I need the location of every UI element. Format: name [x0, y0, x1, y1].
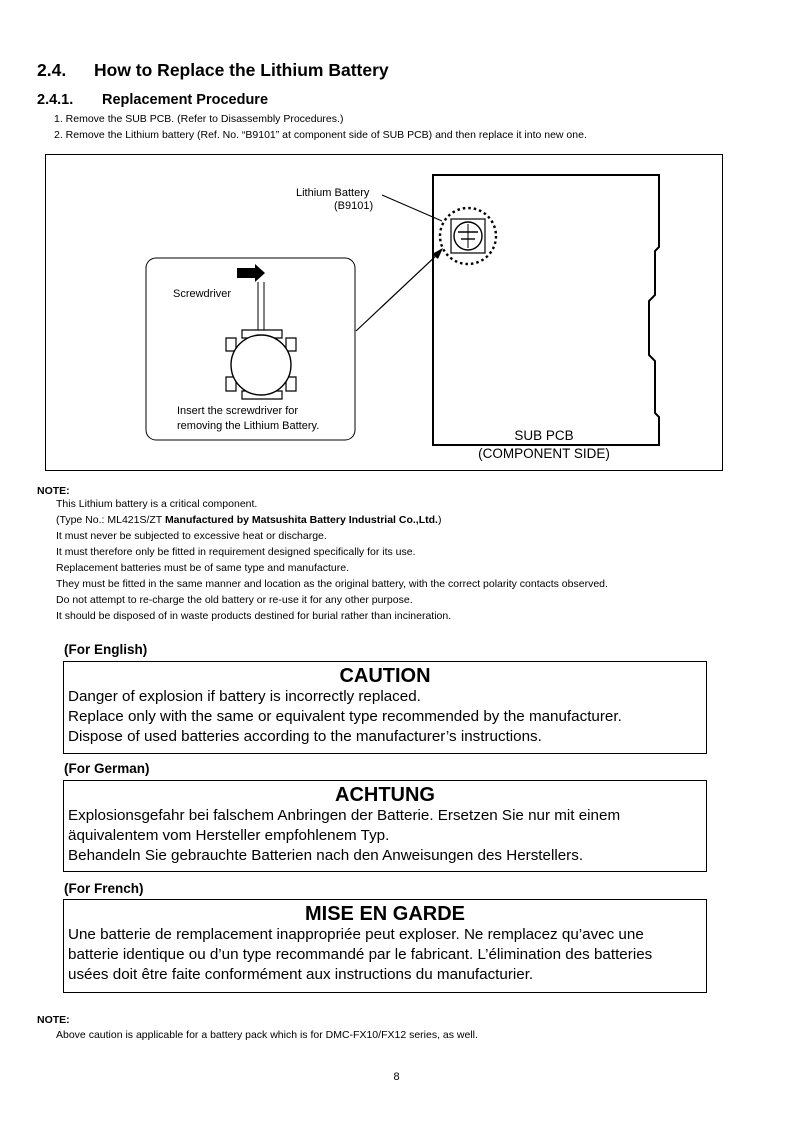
note2-line-1: Above caution is applicable for a battery pack which is for DMC-FX10/FX12 series, as well. [56, 1029, 478, 1041]
step-2: 2. Remove the Lithium battery (Ref. No. “B9101” at component side of SUB PCB) and then replace it into new one. [54, 129, 587, 141]
english-caution-line-1: Danger of explosion if battery is incorrectly replaced. [68, 688, 421, 705]
subsection-number: 2.4.1. [37, 92, 74, 108]
french-caution-title: MISE EN GARDE [304, 903, 466, 925]
english-caution-box [63, 661, 707, 754]
note-line-4: It must therefore only be fitted in requirement designed specifically for its use. [56, 546, 416, 558]
english-caution-line-3: Dispose of used batteries according to the manufacturer’s instructions. [68, 727, 542, 745]
german-caution-line-2: äquivalentem vom Hersteller empfohlenem Typ. [68, 826, 390, 844]
screwdriver-label: Screwdriver [173, 288, 232, 300]
english-caution-line-2: Replace only with the same or equivalent type recommended by the manufacturer. [68, 707, 622, 725]
battery-ref: (B9101) [334, 200, 374, 212]
note-line-3: It must never be subjected to excessive heat or discharge. [56, 530, 327, 542]
section-heading [37, 60, 389, 81]
inset-leader-line [356, 253, 439, 331]
subsection-title: Replacement Procedure [102, 92, 269, 108]
german-caution-line-3: Behandeln Sie gebrauchte Batterien nach den Anweisungen des Herstellers. [68, 846, 584, 864]
note-line-2-manufacturer: Manufactured by Matsushita Battery Industrial Co.,Ltd. [164, 514, 438, 526]
english-caution-body [64, 687, 706, 746]
german-caution-line-1: Explosionsgefahr bei falschem Anbringen der Batterie. Ersetzen Sie nur mit einem [68, 807, 621, 824]
note-line-8: It should be disposed of in waste products destined for burial rather than incineration. [56, 610, 452, 622]
pcb-label-line-1: SUB PCB [514, 428, 574, 443]
instruction-line-1: Insert the screwdriver for [177, 405, 299, 417]
diagram-drawing [46, 155, 724, 472]
french-caution-body [64, 925, 706, 984]
instruction-line-2: removing the Lithium Battery. [177, 420, 320, 432]
german-caution-box [63, 780, 707, 872]
sub-pcb-outline [433, 175, 659, 445]
step-1: 1. Remove the SUB PCB. (Refer to Disassembly Procedures.) [54, 113, 344, 125]
note-heading: NOTE: [37, 485, 70, 497]
section-number: 2.4. [37, 60, 67, 80]
inset-battery [231, 335, 291, 395]
french-caution-box [63, 899, 707, 993]
section-title: How to Replace the Lithium Battery [94, 60, 389, 80]
german-label: (For German) [64, 761, 150, 776]
pcb-label-line-2: (COMPONENT SIDE) [478, 446, 610, 461]
note-line-2-prefix: (Type No.: ML421S/ZT [56, 514, 165, 526]
english-label: (For English) [64, 642, 148, 657]
note2-heading: NOTE: [37, 1014, 70, 1026]
french-label: (For French) [64, 881, 144, 896]
battery-label: Lithium Battery [296, 187, 370, 199]
note-line-2 [56, 514, 441, 526]
battery-diagram [45, 154, 723, 471]
note-line-2-suffix: ) [437, 514, 442, 526]
german-caution-body [64, 806, 706, 865]
german-caution-title: ACHTUNG [335, 784, 435, 806]
french-caution-line-3: usées doit être faite conformément aux instructions du manufacturier. [68, 965, 534, 983]
note-line-1: This Lithium battery is a critical component. [56, 498, 258, 510]
french-caution-line-2: batterie identique ou d’un type recommandé par le fabricant. L’élimination des batteries [68, 945, 653, 963]
subsection-heading [37, 92, 268, 108]
note-line-7: Do not attempt to re-charge the old battery or re-use it for any other purpose. [56, 594, 413, 606]
note-line-6: They must be fitted in the same manner and location as the original battery, with the correct polarity contacts observed. [56, 578, 608, 590]
note-line-5: Replacement batteries must be of same type and manufacture. [56, 562, 349, 574]
french-caution-line-1: Une batterie de remplacement inappropriée peut exploser. Ne remplacez qu’avec une [68, 926, 644, 943]
page-number: 8 [393, 1071, 400, 1083]
english-caution-title: CAUTION [339, 665, 431, 687]
